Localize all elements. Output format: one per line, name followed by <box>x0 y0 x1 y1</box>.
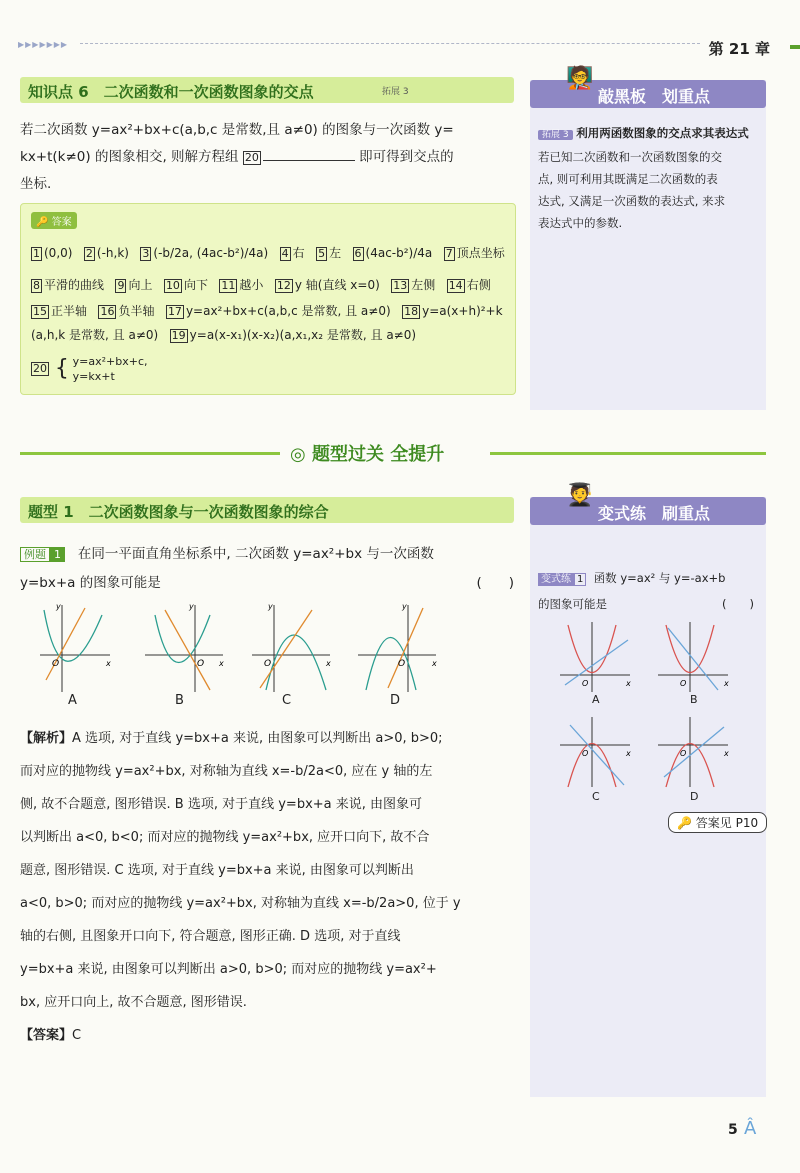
page-number: 5 <box>728 1122 738 1138</box>
blank-number: 20 <box>244 151 259 164</box>
option-d[interactable]: D <box>390 693 401 708</box>
variant-option-a[interactable]: A <box>592 693 600 706</box>
answer-reference[interactable]: 🔑 答案见 P10 <box>668 812 767 833</box>
kp6-line3: 坐标. <box>20 176 52 192</box>
answer-row-5: 20 { y=ax²+bx+c, y=kx+t <box>33 355 148 383</box>
option-b[interactable]: B <box>175 693 184 708</box>
type1-title: 题型 1 二次函数图象与一次函数图象的综合 <box>28 503 329 521</box>
header-rule <box>80 43 700 44</box>
side1-tag: 拓展 3 <box>538 130 573 140</box>
svg-text:x: x <box>626 679 631 688</box>
svg-text:O: O <box>680 749 687 758</box>
answer-label: 【答案】 <box>20 1028 73 1043</box>
graph-d <box>358 602 437 692</box>
student-icon: 🧑‍🎓 <box>566 483 594 508</box>
variant-number: 1 <box>574 573 586 586</box>
variant-option-c[interactable]: C <box>592 790 600 803</box>
example-label: 例题 <box>20 547 50 562</box>
svg-text:O: O <box>52 659 60 669</box>
chapter-label: 第 21 章 <box>708 40 770 58</box>
banner-line-right <box>490 452 766 455</box>
kp6-header <box>20 77 514 103</box>
side2-header <box>530 483 766 525</box>
kp6-text <box>20 117 514 198</box>
svg-text:y: y <box>268 602 273 611</box>
example-graphs <box>20 600 514 710</box>
svg-text:x: x <box>219 659 224 668</box>
header-decoration: ▶▶▶▶▶▶▶ <box>18 40 69 49</box>
kp6-line2: kx+t(k≠0) 的图象相交, 则解方程组 20 即可得到交点的 <box>20 149 454 165</box>
variant-graph-c <box>560 717 631 787</box>
variant-graphs <box>550 615 750 795</box>
answer-row-3: 15 正半轴 16 负半轴 17 y=ax²+bx+c(a,b,c 是常数, 且 a≠0) 18 y=a(x+h)²+k <box>33 304 503 318</box>
side1-line: 若已知二次函数和一次函数图象的交 <box>538 150 722 164</box>
answer-row-1: 1 (0,0) 2 (-h,k) 3 (-b/2a, (4ac-b²)/4a) 4 右 5 左 6 (4ac-b²)/4a 7 顶点坐标 <box>33 246 505 260</box>
side1-heading: 利用两函数图象的交点求其表达式 <box>576 126 749 140</box>
side2-title: 变式练 刷重点 <box>598 504 711 523</box>
svg-text:x: x <box>326 659 331 668</box>
svg-text:y: y <box>402 602 407 611</box>
svg-text:x: x <box>626 749 631 758</box>
variant-label: 变式练 <box>538 573 574 586</box>
side1-line: 点, 则可利用其既满足二次函数的表 <box>538 172 718 186</box>
answer-label: 🔑 答案 <box>31 212 77 229</box>
banner-title: ◎ 题型过关 全提升 <box>290 444 445 465</box>
kp6-tag: 拓展 3 <box>382 87 409 97</box>
answer-row-4: (a,h,k 是常数, 且 a≠0) 19 y=a(x-x₁)(x-x₂)(a,x₁,x₂ 是常数, 且 a≠0) <box>31 328 417 342</box>
side1-line: 表达式中的参数. <box>538 216 623 230</box>
banner-icon: ◎ <box>290 444 306 465</box>
side1-content <box>538 122 760 234</box>
option-c[interactable]: C <box>282 693 292 708</box>
answer-blank <box>263 160 355 161</box>
variant-graph-b <box>658 622 729 692</box>
option-a[interactable]: A <box>68 693 77 708</box>
svg-text:y: y <box>56 602 61 611</box>
teacher-icon: 🧑‍🏫 <box>566 66 594 91</box>
svg-text:O: O <box>197 659 205 669</box>
variant-graph-d <box>658 717 729 787</box>
graph-c <box>252 602 331 692</box>
svg-text:x: x <box>724 749 729 758</box>
chapter-marker <box>790 45 800 49</box>
example-number: 1 <box>50 547 65 562</box>
answer-box <box>20 203 516 395</box>
side2-question: 变式练 1 函数 y=ax² 与 y=-ax+b 的图象可能是 ( ) <box>538 566 760 616</box>
graph-a <box>40 602 111 692</box>
variant-graph-a <box>560 622 631 692</box>
variant-paren: ( ) <box>722 597 754 611</box>
svg-text:x: x <box>432 659 437 668</box>
banner-line-left <box>20 452 280 455</box>
svg-text:O: O <box>680 679 687 688</box>
answer-value: C <box>72 1028 82 1043</box>
type1-header <box>20 497 514 523</box>
page-logo-icon: Â <box>744 1118 757 1139</box>
svg-text:O: O <box>582 749 589 758</box>
variant-option-b[interactable]: B <box>690 693 698 706</box>
side1-title: 敲黑板 划重点 <box>598 87 711 106</box>
solution-label: 【解析】 <box>20 731 73 746</box>
side1-line: 达式, 又满足一次函数的表达式, 来求 <box>538 194 726 208</box>
kp6-title: 知识点 6 二次函数和一次函数图象的交点 <box>28 83 314 101</box>
svg-text:O: O <box>582 679 589 688</box>
answer-paren: ( ) <box>476 575 514 591</box>
svg-text:O: O <box>264 659 272 669</box>
graph-b <box>145 602 224 692</box>
side1-header <box>530 66 766 108</box>
kp6-line1: 若二次函数 y=ax²+bx+c(a,b,c 是常数,且 a≠0) 的图象与一次函数 y= <box>20 122 454 138</box>
svg-text:x: x <box>106 659 111 668</box>
svg-text:O: O <box>398 659 406 669</box>
example-question: 例题 1 在同一平面直角坐标系中, 二次函数 y=ax²+bx 与一次函数 y=bx+a 的图象可能是 ( ) <box>20 540 514 597</box>
key-icon: 🔑 <box>677 816 692 830</box>
solution: 【解析】A 选项, 对于直线 y=bx+a 来说, 由图象可以判断出 a>0, b>0; 而对应的抛物线 y=ax²+bx, 对称轴为直线 x=-b/2a<0, 应在 y 轴的左 侧, 故不合题意, 图形错误. B 选项, 对于直线 y=bx+a 来说, 由图象可 以判断出 a<0, b<0; 而对应的抛物线 y=ax²+bx, 应开口向下, 故不合 题意, 图形错误. C 选项, 对于直线 y=bx+a 来说, 由图象可以判断出 a<0, b>0; 而对应的抛物线 y=ax²+bx, 对称轴为直线 x=-b/2a>0, 位于 y 轴的右侧, 且图象开口向下, 符合题意, 图形正确. D 选项, 对于直线 y=bx+a 来说, 由图象可以判断出 a>0, b>0; 而对应的抛物线 y=ax²+ bx, 应开口向上, 故不合题意, 图形错误. 【答案】C <box>20 731 461 1043</box>
svg-text:y: y <box>189 602 194 611</box>
variant-option-d[interactable]: D <box>690 790 699 803</box>
answer-row-2: 8 平滑的曲线 9 向上 10 向下 11 越小 12 y 轴(直线 x=0) 13 左侧 14 右侧 <box>33 278 491 292</box>
svg-text:x: x <box>724 679 729 688</box>
